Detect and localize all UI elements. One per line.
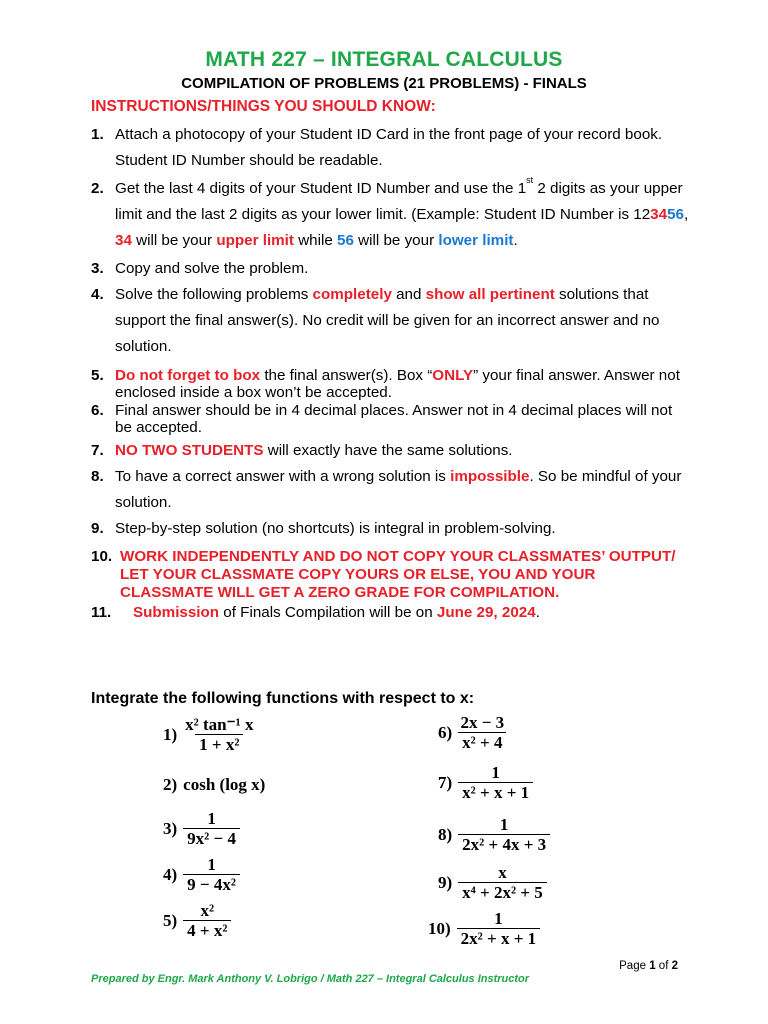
denominator: 4 + x²	[183, 920, 231, 940]
footer	[91, 973, 529, 985]
problem-5	[163, 902, 231, 940]
instruction-number: 10.	[91, 548, 113, 565]
denominator: x² + x + 1	[458, 782, 533, 802]
fraction	[183, 856, 240, 894]
instruction-text: ,	[683, 206, 689, 223]
instruction-text: . So be mindful of your solution.	[115, 468, 682, 511]
instruction-text: the final answer(s). Box “	[260, 367, 433, 384]
numerator: 1	[207, 809, 216, 828]
superscript: st	[526, 175, 534, 185]
box-emphasis: Do not forget to box	[115, 367, 261, 384]
document-subtitle: COMPILATION OF PROBLEMS (21 PROBLEMS) - FINALS	[181, 75, 587, 92]
denominator: 2x² + 4x + 3	[458, 834, 550, 854]
instruction-4	[91, 282, 691, 360]
impossible-emphasis: impossible	[450, 468, 530, 485]
instruction-text: .	[513, 232, 518, 249]
problem-3	[163, 810, 240, 848]
instruction-text: Final answer should be in 4 decimal places. Answer not in 4 decimal places will not be accepted.	[115, 402, 673, 436]
instruction-number: 8.	[91, 468, 104, 485]
lower-limit-emphasis: lower limit	[438, 232, 514, 249]
problem-label: 7)	[438, 773, 453, 792]
instruction-9	[91, 516, 691, 542]
instruction-text: Copy and solve the problem.	[115, 260, 309, 277]
problem-1	[163, 716, 255, 754]
denominator: x⁴ + 2x² + 5	[458, 882, 547, 902]
denominator: 1 + x²	[195, 734, 243, 754]
problem-label: 9)	[438, 873, 453, 892]
numerator: x²	[200, 901, 215, 920]
fraction	[183, 810, 240, 848]
instruction-text: will exactly have the same solutions.	[263, 442, 513, 459]
problem-label: 10)	[428, 919, 451, 938]
denominator: x² + 4	[458, 732, 506, 752]
id-digits-lower: 56	[667, 206, 684, 223]
instruction-number: 3.	[91, 260, 104, 277]
fraction	[458, 816, 550, 854]
author: Engr. Mark Anthony V. Lobrigo / Math 227 – Integral Calculus Instructor	[157, 973, 530, 985]
instruction-number: 4.	[91, 286, 104, 303]
problem-label: 1)	[163, 725, 178, 744]
instruction-number: 7.	[91, 442, 104, 459]
instruction-text: 2 digits as your upper limit and the last 2 digits as your lower limit. (Example: Student ID Number is 12	[115, 180, 683, 223]
instruction-text: while	[293, 232, 338, 249]
problem-7	[438, 764, 533, 802]
fraction	[183, 902, 231, 940]
lower-digits: 56	[337, 232, 354, 249]
page-number	[619, 960, 678, 972]
fraction	[457, 910, 540, 948]
problem-label: 5)	[163, 911, 178, 930]
numerator: 1	[499, 815, 509, 834]
instruction-number: 9.	[91, 520, 104, 537]
problem-6	[438, 714, 506, 752]
instruction-3	[91, 256, 691, 282]
problem-label: 6)	[438, 723, 453, 742]
instruction-text: WORK INDEPENDENTLY AND DO NOT COPY YOUR CLASSMATES’ OUTPUT/ LET YOUR CLASSMATE COPY YOURS OR ELSE, YOU AND YOUR CLASSMATE WILL GET A ZERO GRADE FOR COMPILATION.	[120, 548, 676, 601]
page-label: Page	[619, 960, 650, 972]
numerator: 2x − 3	[460, 713, 505, 732]
problems-heading: Integrate the following functions with respect to x:	[91, 690, 475, 707]
page-total: 2	[671, 960, 678, 972]
instruction-text: Solve the following problems	[115, 286, 313, 303]
instruction-number: 1.	[91, 126, 104, 143]
instruction-text: Step-by-step solution (no shortcuts) is integral in problem-solving.	[115, 520, 556, 537]
instruction-8	[91, 464, 691, 516]
page-of: of	[655, 960, 672, 972]
denominator: 9x² − 4	[183, 828, 240, 848]
numerator: 1	[207, 855, 216, 874]
instruction-text: ” your final answer. Answer not enclosed inside a box won’t be accepted.	[115, 367, 680, 401]
due-date: June 29, 2024	[436, 604, 536, 621]
no-two-students-emphasis: NO TWO STUDENTS	[115, 442, 264, 459]
instruction-number: 6.	[91, 402, 104, 419]
numerator: 1	[494, 909, 503, 928]
completely-emphasis: completely	[312, 286, 392, 303]
id-digits-upper: 34	[650, 206, 668, 223]
instruction-text: .	[535, 604, 540, 621]
instruction-5	[91, 367, 691, 401]
problem-label: 3)	[163, 819, 178, 838]
submission-emphasis: Submission	[133, 604, 220, 621]
problem-4	[163, 856, 240, 894]
document-title: MATH 227 – INTEGRAL CALCULUS	[205, 48, 563, 71]
problem-2	[163, 775, 265, 795]
instruction-number: 11.	[91, 604, 112, 621]
only-emphasis: ONLY	[432, 367, 474, 384]
problem-label: 2)	[163, 775, 178, 794]
numerator: x	[498, 863, 507, 882]
denominator: 2x² + x + 1	[457, 928, 540, 948]
problem-10	[428, 910, 540, 948]
expression: cosh (log x)	[183, 775, 266, 794]
numerator: 1	[491, 763, 500, 782]
page-current: 1	[649, 960, 656, 972]
instruction-6	[91, 402, 691, 436]
instruction-number: 2.	[91, 180, 104, 197]
numerator: x² tan⁻¹ x	[185, 715, 254, 734]
denominator: 9 − 4x²	[183, 874, 240, 894]
instruction-1	[91, 122, 691, 174]
problem-8	[438, 816, 550, 854]
prepared-by-label: Prepared by	[91, 973, 158, 985]
upper-digits: 34	[115, 232, 132, 249]
instruction-text: of Finals Compilation will be on	[219, 604, 437, 621]
instruction-text: To have a correct answer with a wrong solution is	[115, 468, 451, 485]
instruction-text: will be your	[353, 232, 439, 249]
instruction-number: 5.	[91, 367, 104, 384]
instructions-heading: INSTRUCTIONS/THINGS YOU SHOULD KNOW:	[91, 98, 436, 115]
instructions-list	[91, 122, 691, 621]
instruction-text: and	[391, 286, 426, 303]
fraction	[458, 714, 506, 752]
instruction-7	[91, 438, 691, 464]
instruction-text: Attach a photocopy of your Student ID Card in the front page of your record book. Student ID Number should be readable.	[115, 126, 663, 169]
problem-label: 8)	[438, 825, 453, 844]
upper-limit-emphasis: upper limit	[216, 232, 294, 249]
instruction-11	[91, 604, 691, 621]
instruction-text: will be your	[131, 232, 217, 249]
fraction	[183, 716, 255, 754]
instruction-2	[91, 176, 691, 254]
instruction-text: solutions that support the final answer(s). No credit will be given for an incorrect answer and no solution.	[115, 286, 660, 355]
problem-label: 4)	[163, 865, 178, 884]
instruction-text: Get the last 4 digits of your Student ID Number and use the 1	[115, 180, 527, 197]
instruction-10	[91, 548, 691, 602]
show-all-emphasis: show all pertinent	[425, 286, 555, 303]
fraction	[458, 764, 533, 802]
problem-9	[438, 864, 547, 902]
fraction	[458, 864, 547, 902]
